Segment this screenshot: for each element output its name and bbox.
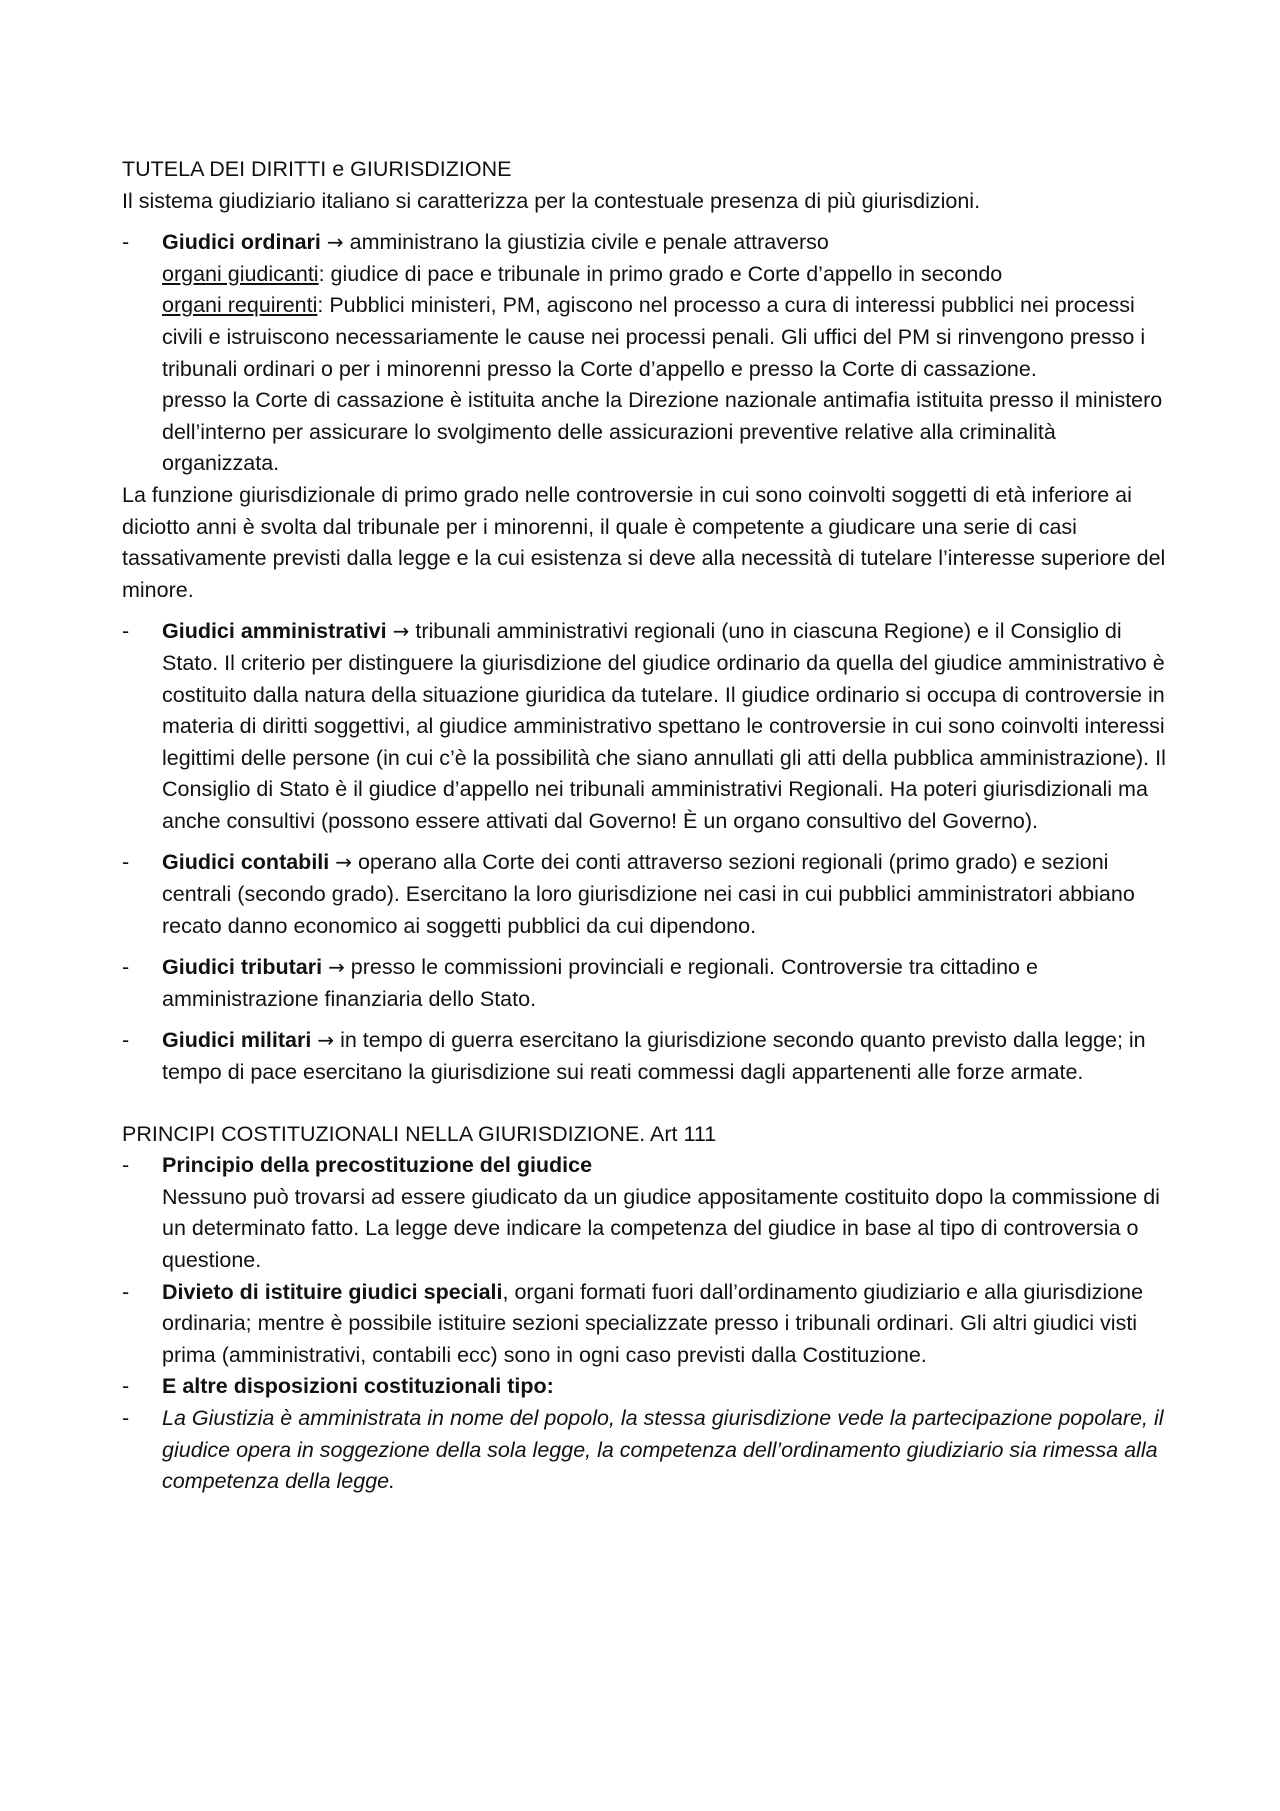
- bullet-dash: -: [122, 1374, 130, 1399]
- antimafia-paragraph: presso la Corte di cassazione è istituita anche la Direzione nazionale antimafia istituita presso il ministero dell’interno per assicurare lo svolgimento delle assicurazioni preventive relative alla criminalità organizzata.: [162, 388, 1163, 476]
- bullet-dash: -: [122, 1405, 130, 1430]
- arrow-right-icon: →: [392, 619, 410, 644]
- arrow-right-icon: →: [326, 230, 344, 255]
- intro-paragraph: Il sistema giudiziario italiano si caratterizza per la contestuale presenza di più giurisdizioni.: [122, 188, 981, 213]
- list-item-precostituzione: [122, 1150, 1172, 1276]
- item-label: Giudici amministrativi: [162, 619, 387, 644]
- bullet-dash: -: [122, 1153, 130, 1178]
- list-item-giustizia-popolo: [122, 1403, 1172, 1498]
- list-item-divieto-giudici-speciali: [122, 1277, 1172, 1372]
- sub-label-organi-giudicanti: organi giudicanti: [162, 261, 319, 286]
- bullet-dash: -: [122, 1028, 130, 1053]
- item-label: Giudici tributari: [162, 955, 323, 980]
- item-label: E altre disposizioni costituzionali tipo:: [162, 1374, 554, 1399]
- item-text: Nessuno può trovarsi ad essere giudicato da un giudice appositamente costituito dopo la commissione di un determinato fatto. La legge deve indicare la competenza del giudice in base al tipo di controversia o questione.: [162, 1184, 1160, 1272]
- list-item-giudici-contabili: [122, 847, 1172, 942]
- sub-label-organi-requirenti: organi requirenti: [162, 293, 318, 318]
- arrow-right-icon: →: [328, 955, 345, 980]
- item-text: , organi formati fuori dall’ordinamento giudiziario e alla giurisdizione ordinaria; mentre è possibile istituire sezioni specializzate presso i tribunali ordinari. Gli altri giudici visti prima (amministrativi, contabili ecc) sono in ogni caso previsti dalla Costituzione.: [162, 1279, 1144, 1367]
- bullet-dash: -: [122, 619, 130, 644]
- list-item-giudici-militari: [122, 1025, 1172, 1088]
- item-label: Giudici ordinari: [162, 230, 321, 255]
- item-text: operano alla Corte dei conti attraverso sezioni regionali (primo grado) e sezioni centrali (secondo grado). Esercitano la loro giurisdizione nei casi in cui pubblici amministratori abbiano recato danno economico ai soggetti pubblici da cui dipendono.: [162, 850, 1135, 938]
- sub-text: : giudice di pace e tribunale in primo grado e Corte d’appello in secondo: [318, 261, 1003, 286]
- bullet-dash: -: [122, 955, 130, 980]
- list-item-giudici-ordinari: [122, 227, 1172, 480]
- section-title: PRINCIPI COSTITUZIONALI NELLA GIURISDIZIONE. Art 111: [122, 1121, 717, 1146]
- list-item-altre-disposizioni: [122, 1371, 1172, 1403]
- arrow-right-icon: →: [335, 850, 352, 875]
- item-text: amministrano la giustizia civile e penale attraverso: [343, 230, 829, 255]
- sub-text: : Pubblici ministeri, PM, agiscono nel processo a cura di interessi pubblici nei processi civili e istruiscono necessariamente le cause nei processi penali. Gli uffici del PM si rinvengono presso i tribunali ordinari o per i minorenni presso la Corte d’appello e presso la Corte di cassazione.: [162, 293, 1146, 381]
- item-text: tribunali amministrativi regionali (uno in ciascuna Regione) e il Consiglio di Stato. Il criterio per distinguere la giurisdizione del giudice ordinario da quella del giudice amministrativo è costituito dalla natura della situazione giuridica da tutelare. Il giudice ordinario si occupa di controversie in materia di diritti soggettivi, al giudice amministrativo spettano le controversie in cui sono coinvolti interessi legittimi delle persone (in cui c’è la possibilità che siano annullati gli atti della pubblica amministrazione). Il Consiglio di Stato è il giudice d’appello nei tribunali amministrativi Regionali. Ha poteri giurisdizionali ma anche consultivi (possono essere attivati dal Governo! È un organo consultivo del Governo).: [162, 619, 1166, 833]
- bullet-dash: -: [122, 1279, 130, 1304]
- item-text: in tempo di guerra esercitano la giurisdizione secondo quanto previsto dalla legge; in tempo di pace esercitano la giurisdizione sui reati commessi dagli appartenenti alle forze armate.: [162, 1028, 1146, 1085]
- item-label: Divieto di istituire giudici speciali: [162, 1279, 503, 1304]
- item-label: Giudici contabili: [162, 850, 330, 875]
- item-label: Principio della precostituzione del giudice: [162, 1153, 593, 1178]
- arrow-right-icon: →: [317, 1028, 335, 1053]
- bullet-dash: -: [122, 230, 130, 255]
- item-label: Giudici militari: [162, 1028, 312, 1053]
- minorenni-paragraph: La funzione giurisdizionale di primo grado nelle controversie in cui sono coinvolti soggetti di età inferiore ai diciotto anni è svolta dal tribunale per i minorenni, il quale è competente a giudicare una serie di casi tassativamente previsti dalla legge e la cui esistenza si deve alla necessità di tutelare l’interesse superiore del minore.: [122, 482, 1166, 602]
- list-item-giudici-tributari: [122, 952, 1172, 1015]
- bullet-dash: -: [122, 850, 130, 875]
- section-title: TUTELA DEI DIRITTI e GIURISDIZIONE: [122, 157, 512, 181]
- list-item-giudici-amministrativi: [122, 616, 1172, 837]
- item-text: presso le commissioni provinciali e regionali. Controversie tra cittadino e amministrazione finanziaria dello Stato.: [162, 955, 1038, 1011]
- item-text-italic: La Giustizia è amministrata in nome del popolo, la stessa giurisdizione vede la partecipazione popolare, il giudice opera in soggezione della sola legge, la competenza dell’ordinamento giudiziario sia rimessa alla competenza della legge.: [162, 1405, 1164, 1494]
- document-body: [122, 154, 1172, 1498]
